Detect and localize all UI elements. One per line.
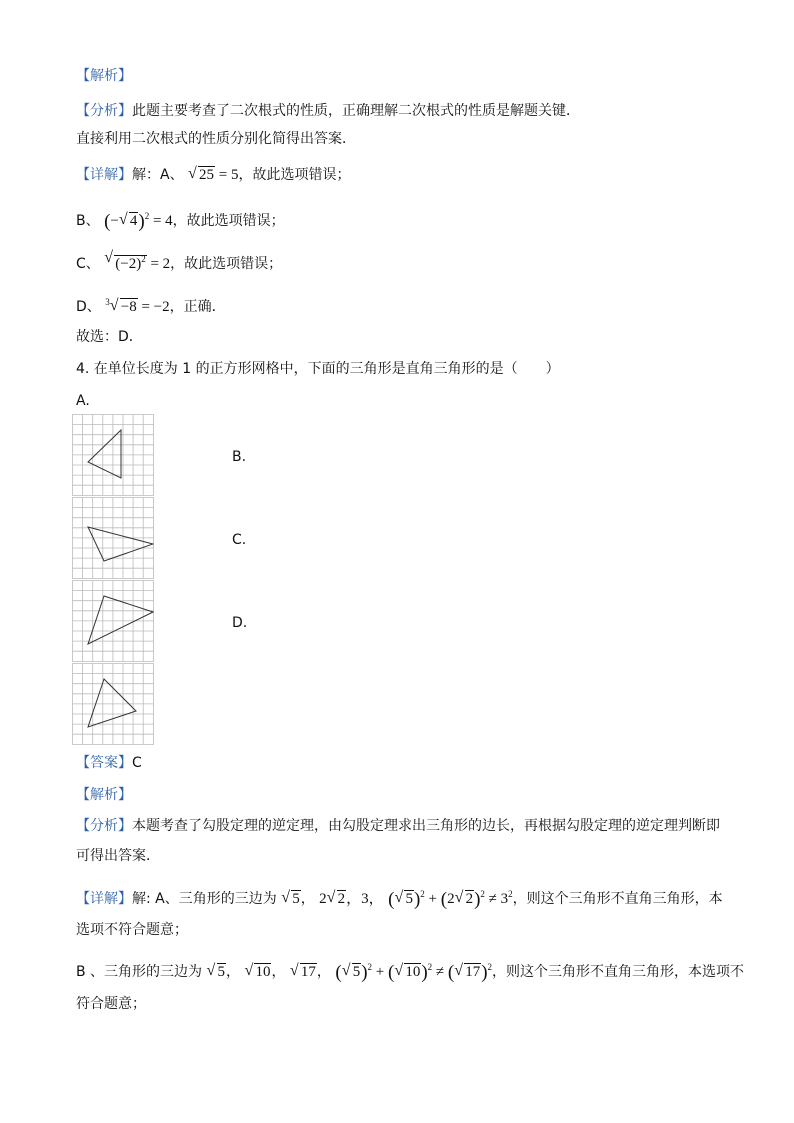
jiexi-heading-2: 【解析】 bbox=[76, 787, 132, 803]
option-a-label: A. bbox=[76, 393, 90, 409]
grid-figure-c bbox=[72, 580, 154, 662]
expr4-a-plus: + bbox=[424, 891, 441, 907]
analysis4-tag: 【分析】 bbox=[76, 818, 132, 834]
detail4-tag: 【详解】 bbox=[76, 891, 132, 907]
two-sqrt2: 2 √ 2 bbox=[319, 889, 346, 907]
detail-b-post: ，故此选项错误； bbox=[172, 213, 285, 229]
detail-line-a bbox=[76, 165, 351, 185]
detail-tag: 【详解】 bbox=[76, 167, 132, 183]
sqrt-25-arg: 25 bbox=[199, 167, 215, 183]
expr4-b-e2: 10 bbox=[405, 964, 421, 980]
sqrt-4-arg: 4 bbox=[129, 213, 138, 229]
detail-a-prefix: 解：A、 bbox=[132, 167, 184, 183]
detail-a-eq: = 5 bbox=[215, 167, 239, 183]
two-sqrt2-coef: 2 bbox=[319, 891, 327, 907]
detail4-a-line2: 选项不符合题意； bbox=[76, 922, 188, 938]
option-d-label: D. bbox=[232, 615, 248, 631]
grid-figure-a bbox=[72, 414, 154, 496]
expr4-a-neq: ≠ 3 bbox=[484, 891, 509, 907]
detail4-b-line2: 符合题意； bbox=[76, 996, 146, 1012]
detail-line-d bbox=[76, 292, 226, 317]
sqrt5-b-arg: 5 bbox=[217, 964, 226, 980]
expr4-a: ( √ 5)$^2$ + (2 √ $2)^2 \ne 3^2$ bbox=[388, 889, 513, 910]
detail-line-c bbox=[76, 249, 282, 274]
grid-figure-d bbox=[72, 663, 154, 745]
expr-b: (− √ 4)$^2$ = 4 bbox=[104, 211, 173, 232]
sqrt-25: √ 25 bbox=[188, 165, 215, 183]
sqrt5-a: √ 5 bbox=[281, 889, 300, 907]
two-sqrt2-arg: 2 bbox=[337, 891, 346, 907]
detail4-a-post: ，则这个三角形不直角三角形，本 bbox=[512, 891, 723, 907]
detail4-b-prefix: B 、三角形的三边为 bbox=[76, 964, 203, 980]
detail4-a-sep1: ， bbox=[300, 891, 315, 907]
expr4-a-e2: 2 bbox=[465, 891, 474, 907]
answer-line-1: 故选：D． bbox=[76, 329, 143, 345]
detail-c-post: ，故此选项错误； bbox=[170, 256, 283, 272]
option-c-label: C. bbox=[232, 532, 247, 548]
sqrt-neg2-sq: √ $(-2)^2$ bbox=[104, 249, 146, 272]
answer-tag: 【答案】 bbox=[76, 755, 132, 771]
detail-d-post: ，正确． bbox=[169, 299, 226, 315]
detail-c-eq: = 2 bbox=[146, 256, 171, 272]
detail4-line-b: B 、三角形的三边为 √ 5， √ 10， √ 17， ( √ 5)$^2$ + ( √ 10)$^2$ ≠ ( √ 17)$^2$，则这个三角形不直角三角形，本选项不 bbox=[76, 962, 745, 983]
expr4-a-e2-coef: 2 bbox=[447, 891, 455, 907]
detail-c-prefix: C、 bbox=[76, 256, 100, 272]
detail4-a-sep2: ，3， bbox=[346, 891, 384, 907]
question-4-stem: 4. 在单位长度为 1 的正方形网格中，下面的三角形是直角三角形的是（ ） bbox=[76, 361, 560, 377]
analysis4-line-2: 可得出答案． bbox=[76, 848, 160, 864]
sqrt-neg2-arg: (−2) bbox=[115, 256, 142, 272]
sqrt17-b: √ 17 bbox=[289, 962, 316, 980]
sqrt5-b: √ 5 bbox=[206, 962, 226, 980]
expr4-b-e3: 17 bbox=[465, 964, 481, 980]
detail4-b-post: ，则这个三角形不直角三角形，本选项不 bbox=[492, 964, 745, 980]
sqrt5-a-arg: 5 bbox=[292, 891, 300, 907]
detail-d-prefix: D、 bbox=[76, 299, 101, 315]
detail-line-b bbox=[76, 206, 285, 232]
expr-b-minus: − bbox=[110, 213, 119, 229]
detail-b-prefix: B、 bbox=[76, 213, 100, 229]
analysis4-text: 本题考查了勾股定理的逆定理，由勾股定理求出三角形的边长，再根据勾股定理的逆定理判断即 bbox=[132, 818, 720, 834]
analysis-text: 此题主要考查了二次根式的性质，正确理解二次根式的性质是解题关键． bbox=[132, 103, 580, 119]
analysis-tag: 【分析】 bbox=[76, 103, 132, 119]
cbrt-neg8: $^3$ √ −8 = −2 bbox=[105, 297, 170, 315]
expr4-b: ( √ 5)$^2$ + ( √ 10)$^2$ ≠ ( √ 17)$^2$ bbox=[335, 962, 493, 983]
analysis4-line-1 bbox=[76, 816, 720, 836]
detail4-line-a bbox=[76, 884, 723, 910]
sqrt-4: √ 4 bbox=[118, 211, 138, 229]
expr4-b-e1: 5 bbox=[352, 964, 361, 980]
sqrt17-b-arg: 17 bbox=[300, 964, 316, 980]
answer-line-4 bbox=[76, 753, 142, 773]
detail4-a-prefix: 解: A、三角形的三边为 bbox=[132, 891, 277, 907]
sqrt10-b-arg: 10 bbox=[255, 964, 271, 980]
sqrt10-b: √ 10 bbox=[244, 962, 271, 980]
answer-value: C bbox=[132, 755, 142, 771]
cbrt-arg: −8 bbox=[120, 299, 137, 315]
analysis-line-1 bbox=[76, 101, 580, 121]
jiexi-heading-1: 【解析】 bbox=[76, 68, 132, 84]
option-b-label: B. bbox=[232, 449, 247, 465]
triangle-d bbox=[88, 679, 136, 727]
detail-d-eq: = −2 bbox=[137, 299, 170, 315]
detail-a-post: ，故此选项错误； bbox=[238, 167, 351, 183]
expr-b-eq: = 4 bbox=[149, 213, 173, 229]
cbrt-index: 3 bbox=[105, 297, 110, 307]
grid-figure-b bbox=[72, 497, 154, 579]
expr4-a-e1: 5 bbox=[405, 891, 413, 907]
analysis-line-2: 直接利用二次根式的性质分别化简得出答案． bbox=[76, 131, 356, 147]
